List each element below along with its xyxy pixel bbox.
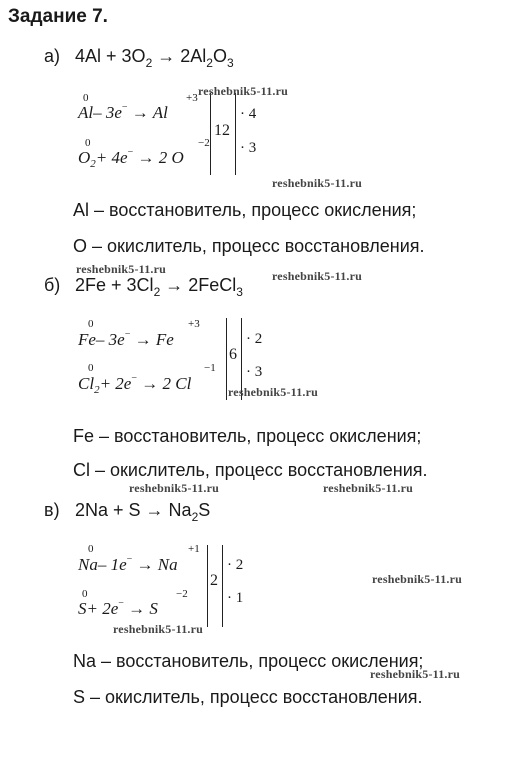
equation-b: б) $2Fe + 3Cl_2$ → 2FeCl$_3$ bbox=[44, 275, 243, 299]
lcm-value: 12 bbox=[214, 122, 230, 139]
multiplier: · 1 bbox=[227, 590, 244, 606]
multiplier: · 2 bbox=[227, 557, 244, 573]
balance-divider bbox=[235, 93, 236, 175]
watermark: reshebnik5-11.ru bbox=[228, 385, 318, 399]
reducer-note-a: Al – восстановитель, процесс окисления; bbox=[73, 200, 417, 220]
reducer-note-c: Na – восстановитель, процесс окисления; bbox=[73, 651, 424, 671]
oxidation-state: −1 bbox=[204, 362, 216, 374]
oxidation-state: +1 bbox=[188, 543, 200, 555]
equation-c: в) $2Na + S \to Na_2S$ bbox=[44, 500, 211, 524]
watermark: reshebnik5-11.ru bbox=[272, 269, 362, 283]
part-label-b: б) bbox=[44, 275, 61, 295]
lcm-value: 2 bbox=[210, 572, 218, 589]
oxidation-state: 0 bbox=[88, 318, 94, 330]
watermark: reshebnik5-11.ru bbox=[76, 262, 166, 276]
watermark: reshebnik5-11.ru bbox=[323, 481, 413, 495]
oxidation-state: 0 bbox=[85, 137, 91, 149]
watermark: reshebnik5-11.ru bbox=[129, 481, 219, 495]
part-label-a: а) bbox=[44, 46, 61, 66]
half-reaction-b-1: Fe– 3e− → Fe bbox=[78, 329, 174, 349]
half-reaction-c-1: Na– 1e− → Na bbox=[78, 554, 178, 574]
oxidizer-note-c: S – окислитель, процесс восстановления. bbox=[73, 687, 423, 707]
multiplier: · 3 bbox=[240, 140, 257, 156]
oxidation-state: −2 bbox=[198, 137, 210, 149]
half-reaction-c-2: S+ 2e− → S bbox=[78, 598, 158, 618]
balance-divider bbox=[222, 545, 223, 627]
watermark: reshebnik5-11.ru bbox=[372, 572, 462, 586]
oxidation-state: +3 bbox=[188, 318, 200, 330]
equation-a: а) $4Al + 3O_2 \to 2Al_2O_3$ bbox=[44, 46, 234, 70]
oxidation-state: 0 bbox=[83, 92, 89, 104]
multiplier: · 2 bbox=[246, 331, 263, 347]
oxidation-state: 0 bbox=[88, 362, 94, 374]
watermark: reshebnik5-11.ru bbox=[113, 622, 203, 636]
balance-divider bbox=[207, 545, 208, 627]
multiplier: · 4 bbox=[240, 106, 257, 122]
lcm-value: 6 bbox=[229, 346, 237, 363]
half-reaction-a-1: Al– 3e− → Al bbox=[78, 102, 168, 122]
part-label-c: в) bbox=[44, 500, 60, 520]
balance-divider bbox=[226, 318, 227, 400]
oxidizer-note-b: Cl – окислитель, процесс восстановления. bbox=[73, 460, 428, 480]
watermark: reshebnik5-11.ru bbox=[370, 667, 460, 681]
reducer-note-b: Fe – восстановитель, процесс окисления; bbox=[73, 426, 422, 446]
half-reaction-a-2: $O_2+ 4e^- \to 2$ O bbox=[78, 147, 184, 170]
multiplier: · 3 bbox=[246, 364, 263, 380]
half-reaction-b-2: $Cl_2+ 2e^- \to 2$ Cl bbox=[78, 373, 192, 396]
balance-divider bbox=[210, 93, 211, 175]
watermark: reshebnik5-11.ru bbox=[272, 176, 362, 190]
oxidizer-note-a: О – окислитель, процесс восстановления. bbox=[73, 236, 425, 256]
oxidation-state: −2 bbox=[176, 588, 188, 600]
oxidation-state: 0 bbox=[88, 543, 94, 555]
oxidation-state: 0 bbox=[82, 588, 88, 600]
watermark: reshebnik5-11.ru bbox=[198, 84, 288, 98]
task-title: Задание 7. bbox=[8, 6, 108, 27]
oxidation-state: +3 bbox=[186, 92, 198, 104]
